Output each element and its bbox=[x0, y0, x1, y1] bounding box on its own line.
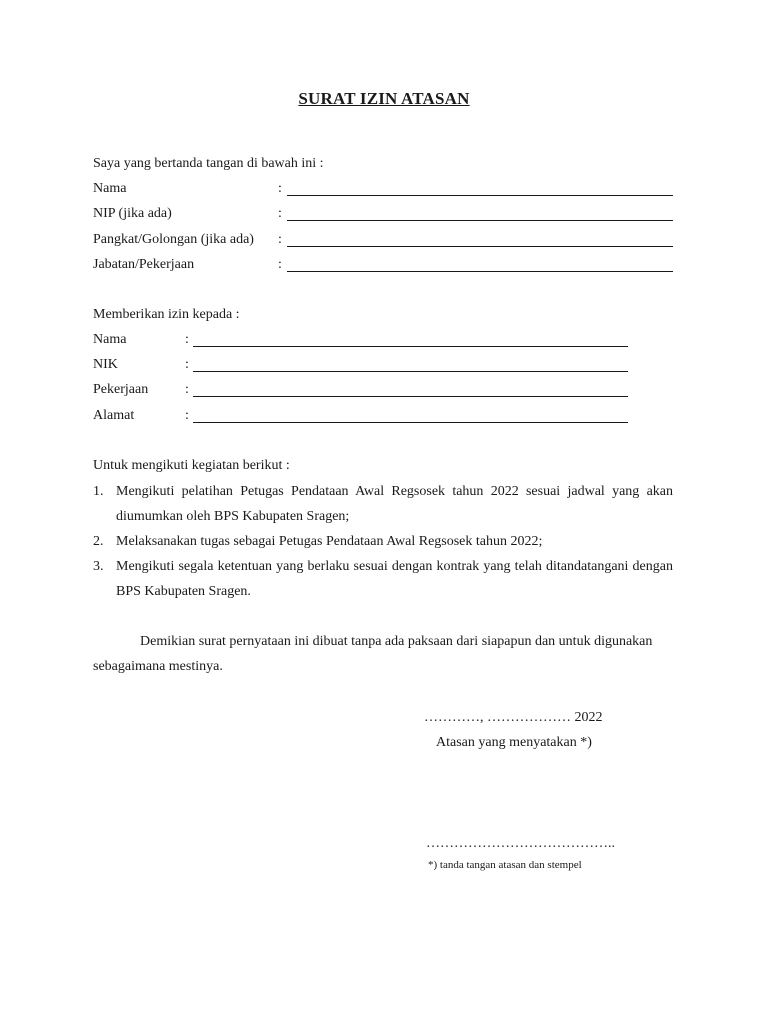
list-number: 1. bbox=[93, 484, 104, 499]
field-label: NIP (jika ada) bbox=[93, 206, 172, 221]
field-colon: : bbox=[278, 257, 282, 272]
grantee-field-alamat bbox=[93, 407, 628, 425]
list-text: Melaksanakan tugas sebagai Petugas Pendataan Awal Regsosek tahun 2022; bbox=[116, 534, 543, 549]
field-colon: : bbox=[278, 181, 282, 196]
field-label: Nama bbox=[93, 181, 127, 196]
field-label: NIK bbox=[93, 357, 118, 372]
fill-in-line[interactable] bbox=[287, 271, 673, 272]
grant-intro-text: Memberikan izin kepada : bbox=[93, 307, 240, 322]
signature-name-line[interactable]: ………………………………….. bbox=[426, 836, 615, 851]
intro-text: Saya yang bertanda tangan di bawah ini : bbox=[93, 156, 324, 171]
superior-field-jabatan bbox=[93, 256, 673, 274]
field-colon: : bbox=[185, 382, 189, 397]
grantee-field-pekerjaan bbox=[93, 381, 628, 399]
superior-field-pangkat bbox=[93, 231, 673, 249]
document-title: SURAT IZIN ATASAN bbox=[298, 89, 470, 108]
list-number: 3. bbox=[93, 559, 104, 574]
fill-in-line[interactable] bbox=[193, 371, 628, 372]
field-colon: : bbox=[185, 408, 189, 423]
list-text: Mengikuti segala ketentuan yang berlaku sesuai dengan kontrak yang telah ditandatangani dengan BPS Kabupaten Sragen. bbox=[116, 559, 673, 599]
fill-in-line[interactable] bbox=[193, 346, 628, 347]
closing-paragraph bbox=[93, 629, 673, 679]
field-colon: : bbox=[278, 206, 282, 221]
fill-in-line[interactable] bbox=[287, 246, 673, 247]
field-colon: : bbox=[185, 357, 189, 372]
fill-in-line[interactable] bbox=[193, 422, 628, 423]
superior-field-nama bbox=[93, 180, 673, 198]
closing-text: Demikian surat pernyataan ini dibuat tanpa ada paksaan dari siapapun dan untuk digunakan sebagaimana mestinya. bbox=[93, 634, 653, 674]
fill-in-line[interactable] bbox=[193, 396, 628, 397]
activity-intro-text: Untuk mengikuti kegiatan berikut : bbox=[93, 458, 290, 473]
field-label: Alamat bbox=[93, 408, 135, 423]
grantee-field-nik bbox=[93, 356, 628, 374]
date-line: …………, ……………… 2022 bbox=[424, 710, 603, 725]
signature-footnote: *) tanda tangan atasan dan stempel bbox=[428, 859, 582, 871]
field-colon: : bbox=[185, 332, 189, 347]
fill-in-line[interactable] bbox=[287, 220, 673, 221]
signer-role: Atasan yang menyatakan *) bbox=[436, 735, 592, 750]
field-label: Pekerjaan bbox=[93, 382, 149, 397]
field-label: Jabatan/Pekerjaan bbox=[93, 257, 195, 272]
field-label: Nama bbox=[93, 332, 127, 347]
field-colon: : bbox=[278, 232, 282, 247]
field-label: Pangkat/Golongan (jika ada) bbox=[93, 232, 254, 247]
superior-field-nip bbox=[93, 205, 673, 223]
fill-in-line[interactable] bbox=[287, 195, 673, 196]
grantee-field-nama bbox=[93, 331, 628, 349]
list-text: Mengikuti pelatihan Petugas Pendataan Awal Regsosek tahun 2022 sesuai jadwal yang akan diumumkan oleh BPS Kabupaten Sragen; bbox=[116, 484, 673, 524]
list-number: 2. bbox=[93, 534, 104, 549]
